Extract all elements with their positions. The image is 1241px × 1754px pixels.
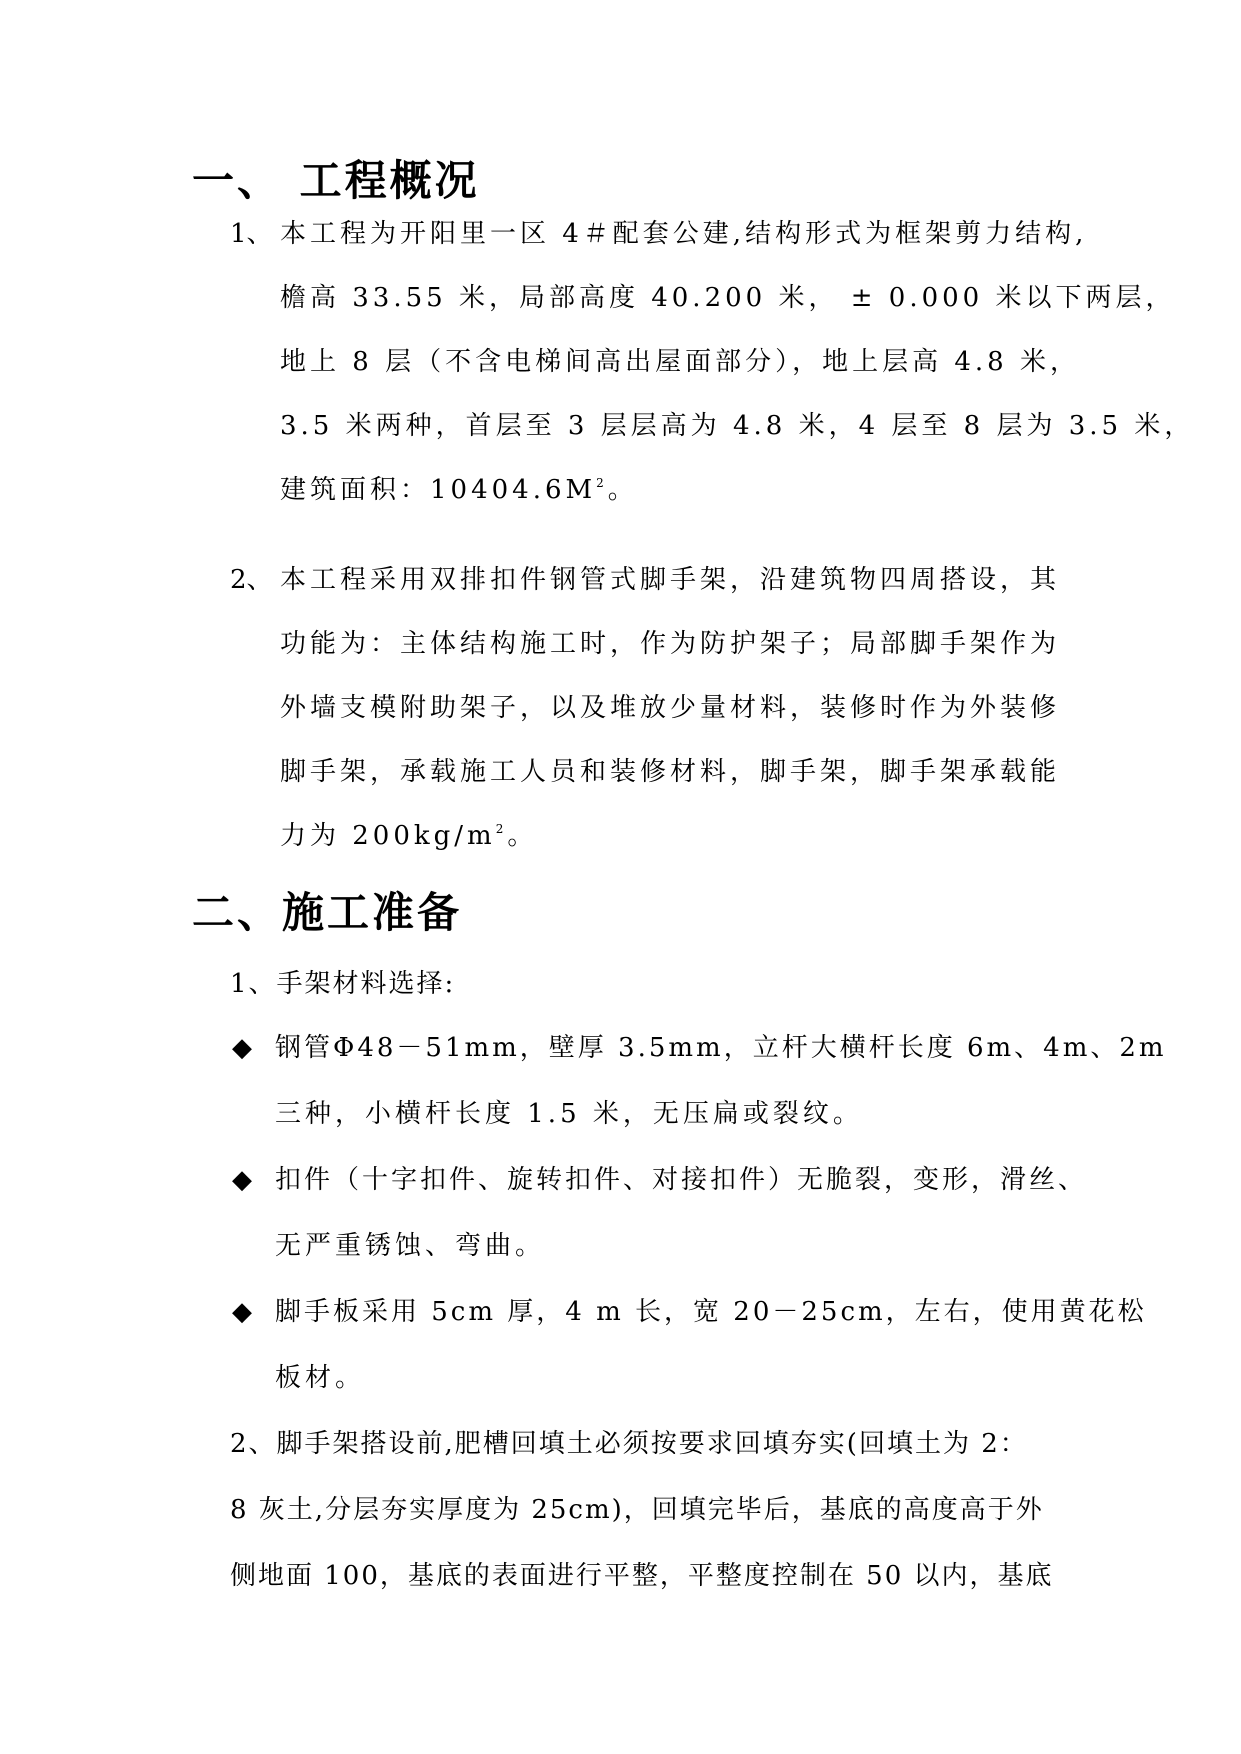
item-number-1: 1、 xyxy=(230,219,273,249)
section-heading-2: 二、施工准备 xyxy=(192,888,463,937)
paragraph-line-last xyxy=(280,819,537,853)
paragraph-line: 8 灰土,分层夯实厚度为 25cm)，回填完毕后，基底的高度高于外 xyxy=(230,1495,1044,1525)
diamond-bullet-icon: ◆ xyxy=(232,1297,252,1327)
area-text: 建筑面积：10404.6M xyxy=(280,475,597,505)
bullet-line: 扣件（十字扣件、旋转扣件、对接扣件）无脆裂，变形，滑丝、 xyxy=(275,1165,1088,1195)
subsection-title: 1、手架材料选择: xyxy=(230,969,456,999)
section-heading-1: 一、 工程概况 xyxy=(192,156,480,205)
paragraph-line: 外墙支模附助架子，以及堆放少量材料，装修时作为外装修 xyxy=(280,693,1061,723)
paragraph-line: 本工程为开阳里一区 4＃配套公建,结构形式为框架剪力结构, xyxy=(280,219,1088,249)
load-text: 力为 200kg/m xyxy=(280,821,496,851)
bullet-line: 无严重锈蚀、弯曲。 xyxy=(275,1231,546,1261)
paragraph-line: 地上 8 层（不含电梯间高出屋面部分），地上层高 4.8 米， xyxy=(280,347,1080,377)
bullet-line: 钢管Φ48－51mm，壁厚 3.5mm，立杆大横杆长度 6m、4m、2m xyxy=(275,1033,1167,1063)
paragraph-line: 2、脚手架搭设前,肥槽回填土必须按要求回填夯实(回填土为 2： xyxy=(230,1429,1028,1459)
period: 。 xyxy=(507,821,538,851)
bullet-line: 脚手板采用 5cm 厚，4 m 长，宽 20－25cm，左右，使用黄花松 xyxy=(275,1297,1147,1327)
superscript: 2 xyxy=(596,476,608,490)
bullet-line: 三种，小横杆长度 1.5 米，无压扁或裂纹。 xyxy=(275,1099,863,1129)
paragraph-line: 脚手架，承载施工人员和装修材料，脚手架，脚手架承载能 xyxy=(280,757,1061,787)
paragraph-line: 檐高 33.55 米，局部高度 40.200 米， ± 0.000 米以下两层， xyxy=(280,283,1176,313)
period: 。 xyxy=(607,475,638,505)
paragraph-line: 侧地面 100，基底的表面进行平整，平整度控制在 50 以内，基底 xyxy=(230,1561,1054,1591)
item-number-2: 2、 xyxy=(230,565,273,595)
paragraph-line: 功能为：主体结构施工时，作为防护架子；局部脚手架作为 xyxy=(280,629,1061,659)
superscript: 2 xyxy=(495,822,508,836)
paragraph-line: 本工程采用双排扣件钢管式脚手架，沿建筑物四周搭设，其 xyxy=(280,565,1061,595)
diamond-bullet-icon: ◆ xyxy=(232,1033,252,1063)
paragraph-line-last xyxy=(280,473,638,507)
diamond-bullet-icon: ◆ xyxy=(232,1165,252,1195)
paragraph-line: 3.5 米两种，首层至 3 层层高为 4.8 米，4 层至 8 层为 3.5 米， xyxy=(280,411,1195,441)
bullet-line: 板材。 xyxy=(275,1363,366,1393)
